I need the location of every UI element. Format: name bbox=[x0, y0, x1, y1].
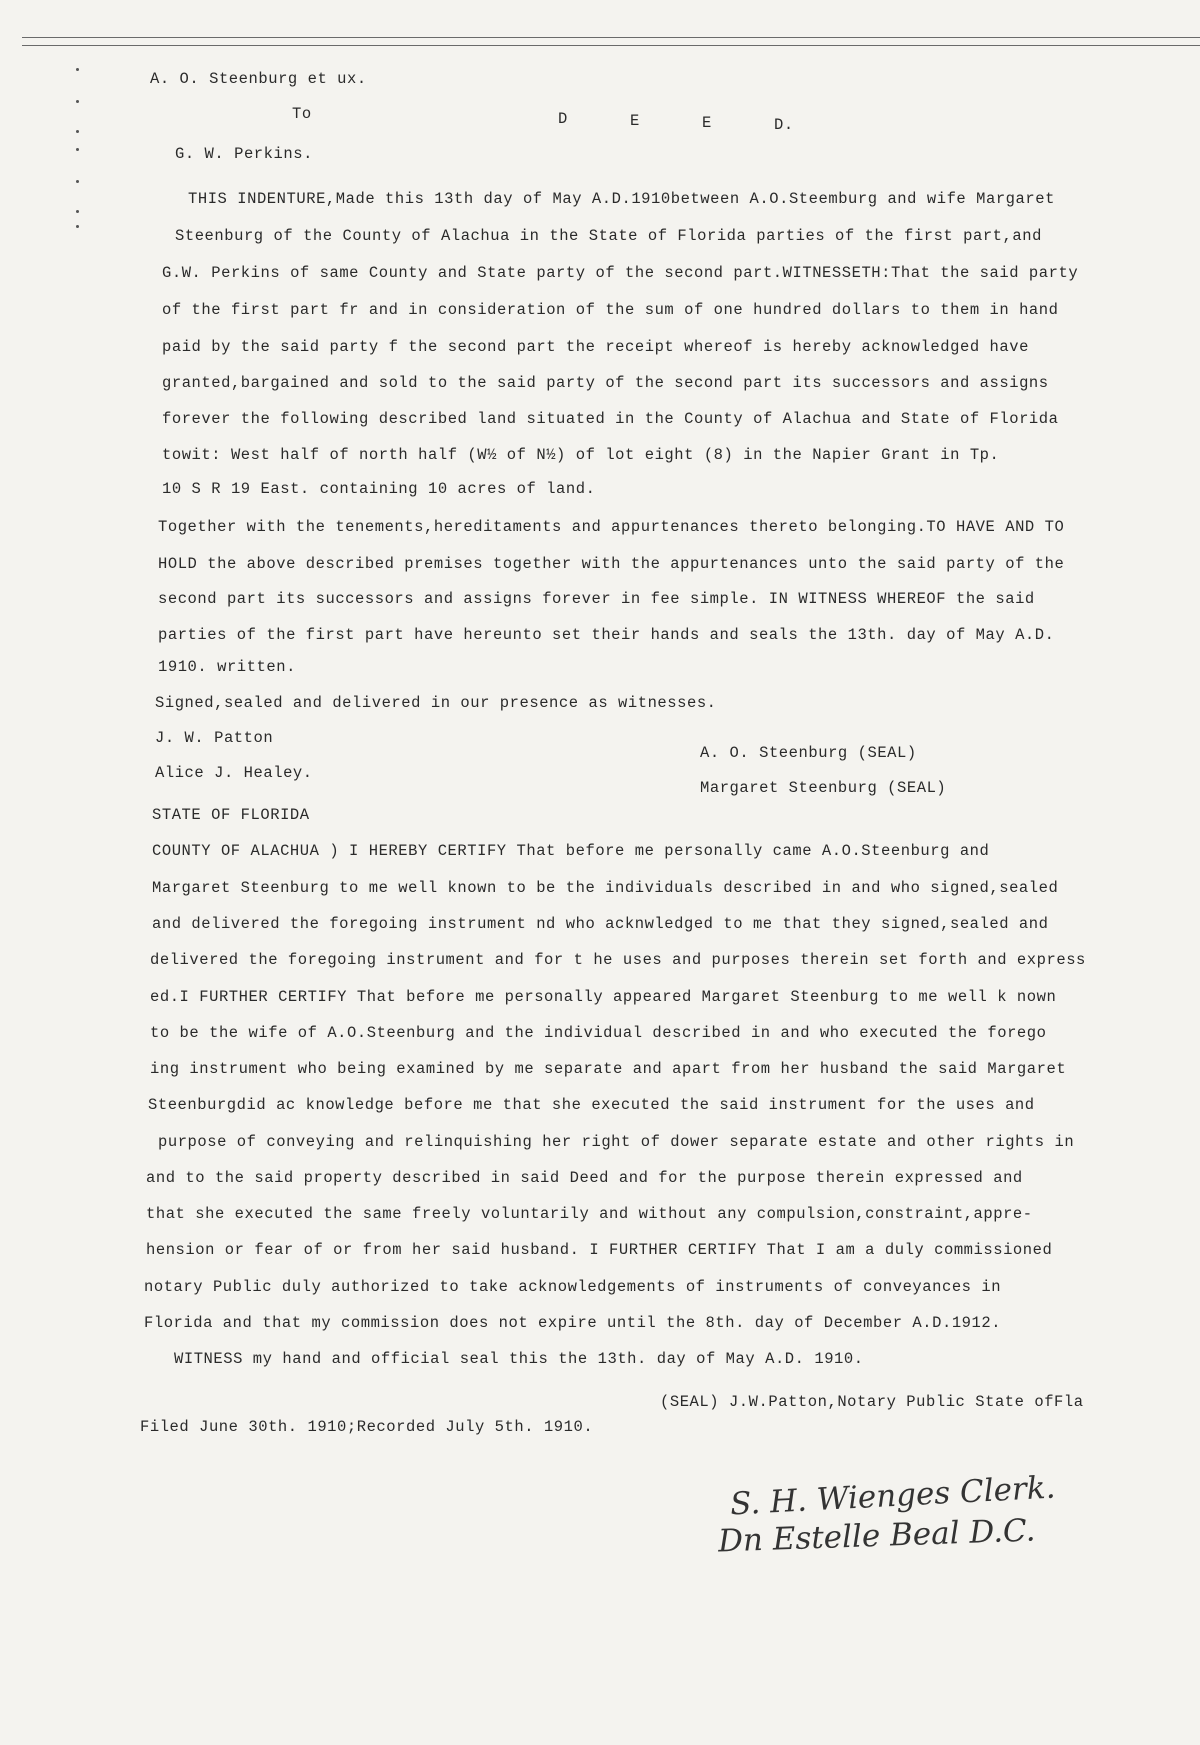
deed-letter-d: D bbox=[558, 110, 568, 128]
filed-recorded: Filed June 30th. 1910;Recorded July 5th. 1910. bbox=[140, 1418, 594, 1436]
body-line: granted,bargained and sold to the said party of the second part its successors and assigns bbox=[162, 374, 1049, 392]
body-line: second part its successors and assigns forever in fee simple. IN WITNESS WHEREOF the said bbox=[158, 590, 1035, 608]
cert-line: and delivered the foregoing instrument nd who acknwledged to me that they signed,sealed and bbox=[152, 915, 1049, 933]
body-line: 1910. written. bbox=[158, 658, 296, 676]
body-line: Together with the tenements,hereditaments and appurtenances thereto belonging.TO HAVE AND TO bbox=[158, 518, 1065, 536]
grantor-signature: A. O. Steenburg (SEAL) bbox=[700, 744, 917, 762]
cert-line: hension or fear of or from her said husband. I FURTHER CERTIFY That I am a duly commissioned bbox=[146, 1241, 1053, 1259]
body-line: towit: West half of north half (W½ of N½) of lot eight (8) in the Napier Grant in Tp. bbox=[162, 446, 1000, 464]
body-line: paid by the said party f the second part the receipt whereof is hereby acknowledged have bbox=[162, 338, 1029, 356]
grantor-signature: Margaret Steenburg (SEAL) bbox=[700, 779, 947, 797]
cert-line: notary Public duly authorized to take acknowledgements of instruments of conveyances in bbox=[144, 1278, 1002, 1296]
witness-name: Alice J. Healey. bbox=[155, 764, 313, 782]
deed-letter-d2: D. bbox=[774, 116, 794, 134]
body-line: HOLD the above described premises together with the appurtenances unto the said party of the bbox=[158, 555, 1065, 573]
cert-line: delivered the foregoing instrument and for t he uses and purposes therein set forth and express bbox=[150, 951, 1086, 969]
cert-line: ing instrument who being examined by me separate and apart from her husband the said Margaret bbox=[150, 1060, 1067, 1078]
cert-line: and to the said property described in said Deed and for the purpose therein expressed and bbox=[146, 1169, 1023, 1187]
cert-line: Steenburgdid ac knowledge before me that she executed the said instrument for the uses and bbox=[148, 1096, 1035, 1114]
body-line: of the first part fr and in consideration of the sum of one hundred dollars to them in hand bbox=[162, 301, 1059, 319]
cert-line: to be the wife of A.O.Steenburg and the individual described in and who executed the forego bbox=[150, 1024, 1047, 1042]
cert-line: WITNESS my hand and official seal this the 13th. day of May A.D. 1910. bbox=[174, 1350, 864, 1368]
body-line: Signed,sealed and delivered in our presence as witnesses. bbox=[155, 694, 717, 712]
cert-heading: STATE OF FLORIDA bbox=[152, 806, 310, 824]
witness-name: J. W. Patton bbox=[155, 729, 274, 747]
top-rule-secondary bbox=[22, 45, 1200, 46]
deed-letter-e2: E bbox=[702, 114, 712, 132]
cert-line: Florida and that my commission does not expire until the 8th. day of December A.D.1912. bbox=[144, 1314, 1002, 1332]
cert-line: that she executed the same freely voluntarily and without any compulsion,constraint,appre- bbox=[146, 1205, 1033, 1223]
deputy-clerk-signature: Dn Estelle Beal D.C. bbox=[717, 1512, 1037, 1560]
cert-line: COUNTY OF ALACHUA ) I HEREBY CERTIFY That before me personally came A.O.Steenburg and bbox=[152, 842, 990, 860]
deed-letter-e1: E bbox=[630, 112, 640, 130]
to-label: To bbox=[292, 105, 312, 123]
cert-line: Margaret Steenburg to me well known to be the individuals described in and who signed,sealed bbox=[152, 879, 1059, 897]
body-line: 10 S R 19 East. containing 10 acres of land. bbox=[162, 480, 596, 498]
clerk-signature: S. H. Wienges Clerk. bbox=[729, 1469, 1057, 1523]
top-rule bbox=[22, 37, 1200, 38]
margin-punch-marks bbox=[70, 60, 90, 240]
grantor-name: A. O. Steenburg et ux. bbox=[150, 70, 367, 88]
body-line: G.W. Perkins of same County and State party of the second part.WITNESSETH:That the said party bbox=[162, 264, 1079, 282]
body-line: Steenburg of the County of Alachua in the State of Florida parties of the first part,and bbox=[175, 227, 1042, 245]
body-line: parties of the first part have hereunto set their hands and seals the 13th. day of May A.D. bbox=[158, 626, 1055, 644]
body-line: THIS INDENTURE,Made this 13th day of May A.D.1910between A.O.Steemburg and wife Margaret bbox=[188, 190, 1055, 208]
cert-line: ed.I FURTHER CERTIFY That before me personally appeared Margaret Steenburg to me well k nown bbox=[150, 988, 1057, 1006]
body-line: forever the following described land situated in the County of Alachua and State of Florida bbox=[162, 410, 1059, 428]
grantee-name: G. W. Perkins. bbox=[175, 145, 313, 163]
cert-line: purpose of conveying and relinquishing her right of dower separate estate and other rights in bbox=[158, 1133, 1075, 1151]
notary-signature: (SEAL) J.W.Patton,Notary Public State ofFla bbox=[660, 1393, 1084, 1411]
